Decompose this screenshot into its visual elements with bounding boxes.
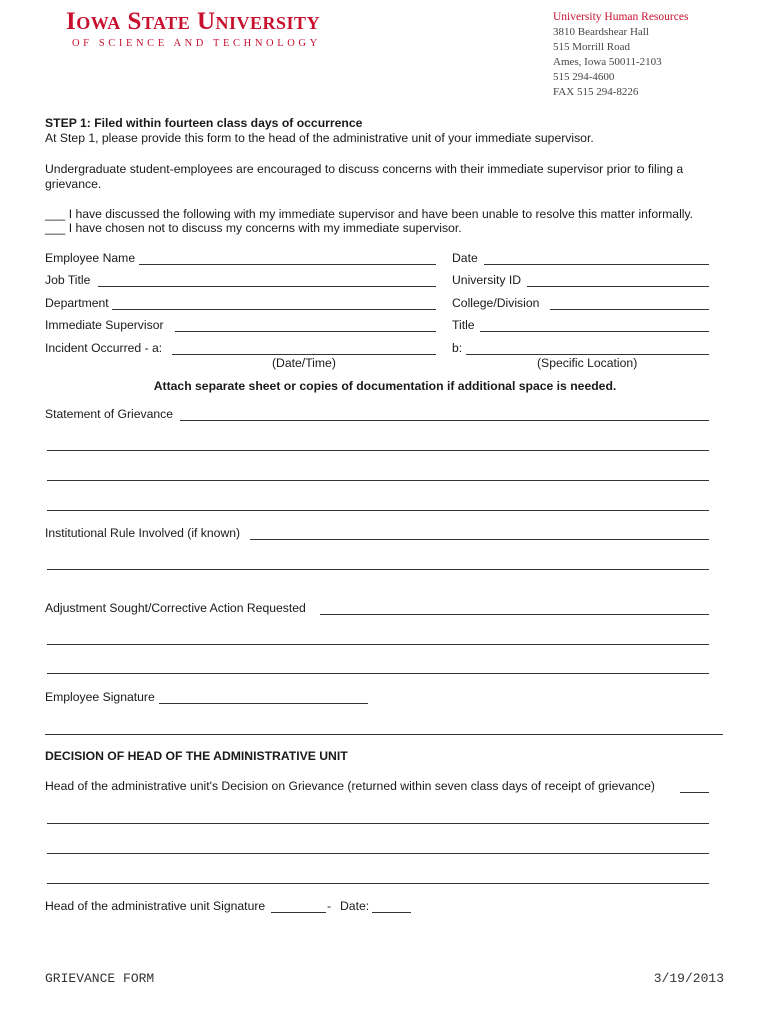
statement-line[interactable]	[47, 480, 709, 481]
step1-heading: STEP 1: Filed within fourteen class days of occurrence	[45, 116, 363, 130]
option-discussed[interactable]: ___ I have discussed the following with my immediate supervisor and have been unable to resolve this matter informally.	[45, 207, 694, 221]
incident-date-label: Incident Occurred - a:	[45, 341, 163, 355]
fax-line: FAX 515 294-8226	[553, 86, 639, 98]
university-id-label: University ID	[452, 273, 522, 287]
adjustment-label: Adjustment Sought/Corrective Action Requested	[45, 601, 306, 615]
head-date-line[interactable]	[372, 912, 411, 913]
address-line: 515 Morrill Road	[553, 41, 630, 53]
section-divider	[45, 734, 723, 735]
job-title-label: Job Title	[45, 273, 91, 287]
incident-date-line[interactable]	[172, 354, 436, 355]
statement-label: Statement of Grievance	[45, 407, 174, 421]
college-division-line[interactable]	[550, 309, 709, 310]
employee-signature-line[interactable]	[159, 703, 368, 704]
head-signature-label: Head of the administrative unit Signature	[45, 899, 266, 913]
encouragement-line: grievance.	[45, 177, 102, 191]
department-line[interactable]	[112, 309, 436, 310]
location-caption: (Specific Location)	[537, 356, 638, 370]
decision-line[interactable]	[47, 883, 709, 884]
institutional-rule-line[interactable]	[250, 539, 709, 540]
statement-line[interactable]	[47, 450, 709, 451]
university-tagline: OF SCIENCE AND TECHNOLOGY	[72, 38, 321, 49]
statement-line[interactable]	[47, 510, 709, 511]
signature-dash: -	[327, 899, 332, 913]
employee-signature-label: Employee Signature	[45, 690, 155, 704]
university-name: Iowa State University	[66, 8, 321, 35]
date-line[interactable]	[484, 264, 709, 265]
encouragement-line: Undergraduate student-employees are encouraged to discuss concerns with their immediate supervisor prior to filing a	[45, 162, 684, 176]
employee-name-label: Employee Name	[45, 251, 136, 265]
incident-location-line[interactable]	[466, 354, 709, 355]
head-signature-line[interactable]	[271, 912, 326, 913]
title-label: Title	[452, 318, 475, 332]
department-label: Department	[45, 296, 109, 310]
decision-line[interactable]	[47, 823, 709, 824]
office-name: University Human Resources	[553, 11, 689, 23]
statement-line[interactable]	[180, 420, 709, 421]
date-label: Date	[452, 251, 478, 265]
footer-form-name: GRIEVANCE FORM	[45, 971, 155, 986]
college-division-label: College/Division	[452, 296, 540, 310]
adjustment-line[interactable]	[47, 673, 709, 674]
step1-instruction: At Step 1, please provide this form to the head of the administrative unit of your immediate supervisor.	[45, 131, 594, 145]
incident-location-label: b:	[452, 341, 463, 355]
decision-heading: DECISION OF HEAD OF THE ADMINISTRATIVE UNIT	[45, 749, 348, 763]
decision-line[interactable]	[47, 853, 709, 854]
institutional-rule-line[interactable]	[47, 569, 709, 570]
adjustment-line[interactable]	[47, 644, 709, 645]
attach-note: Attach separate sheet or copies of documentation if additional space is needed.	[153, 379, 617, 393]
decision-label: Head of the administrative unit's Decision on Grievance (returned within seven class days of receipt of grievance)	[45, 779, 655, 793]
head-date-label: Date:	[340, 899, 370, 913]
address-line: 3810 Beardshear Hall	[553, 26, 649, 38]
title-line[interactable]	[480, 331, 709, 332]
phone-line: 515 294-4600	[553, 71, 615, 83]
address-line: Ames, Iowa 50011-2103	[553, 56, 662, 68]
date-time-caption: (Date/Time)	[272, 356, 336, 370]
immediate-supervisor-label: Immediate Supervisor	[45, 318, 164, 332]
employee-name-line[interactable]	[139, 264, 436, 265]
university-id-line[interactable]	[527, 286, 709, 287]
decision-line[interactable]	[680, 792, 709, 793]
job-title-line[interactable]	[98, 286, 436, 287]
immediate-supervisor-line[interactable]	[175, 331, 436, 332]
option-not-discussed[interactable]: ___ I have chosen not to discuss my concerns with my immediate supervisor.	[45, 221, 462, 235]
adjustment-line[interactable]	[320, 614, 709, 615]
footer-date: 3/19/2013	[653, 971, 724, 986]
institutional-rule-label: Institutional Rule Involved (if known)	[45, 526, 241, 540]
